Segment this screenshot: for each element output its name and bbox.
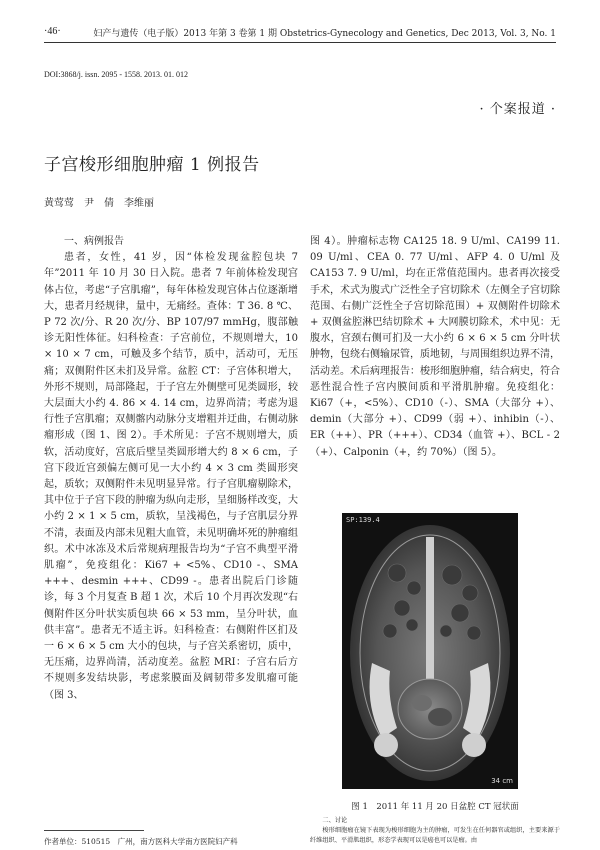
left-column (44, 234, 298, 704)
case-report-paragraph: 患者，女性，41 岁，因“体检发现盆腔包块 7 年”2011 年 10 月 30 日入院。患者 7 年前体检发现宫体占位，考虑“子宫肌瘤”，每年体检发现宫体占位逐渐增大，患者月经规律，量中，无痛经。查体：T 36. 8 ℃、P 72 次/分、R 20 次/分、BP 107/97 mmHg，腹部触诊无阳性体征。妇科检查：子宫前位，不规则增大，10 × 10 × 7 cm，可触及多个结节，质中，活动可，无压痛；双侧附件区未扪及异常。盆腔 CT：子宫体积增大，外形不规则，局部隆起，于子宫左外侧壁可见类圆形，较大层面大小约 4. 86 × 4. 14 cm，边界尚清；考虑为退行性子宫肌瘤；双侧髂内动脉分支增粗并迂曲，右侧动脉瘤形成（图 1、图 2）。手术所见：子宫不规则增大，质软，活动度好，宫底后壁呈类圆形增大约 8 × 6 cm，子宫下段近宫颈偏左侧可见一大小约 4 × 3 cm 类圆形突起，质软；双侧附件未见明显异常。行子宫肌瘤剔除术，其中位于子宫下段的肿瘤为纵向走形，呈细肠样改变，大小约 2 × 1 × 5 cm，质软，呈浅褐色，与子宫肌层分界不清，表面及内部未见粗大血管，未见明确坏死的肿瘤组织。术中冰冻及术后常规病理报告均为“子宫不典型平滑肌瘤”，免疫组化：Ki67 + <5%、CD10 -、SMA +++、desmin +++、CD99 -。患者出院后门诊随诊，每 3 个月复查 B 超 1 次，术后 10 个月再次发现“右侧附件区分叶状实质包块 66 × 53 mm，呈分叶状，血供丰富”。患者无不适主诉。妇科检查：右侧附件区扪及一 6 × 6 × 5 cm 大小的包块，与子宫关系密切，质中，无压痛，边界尚清，活动度差。盆腔 MRI：子宫右后方不规则多发结块影，考虑浆膜面及阔韧带多发肌瘤可能（图 3、 (44, 252, 298, 701)
ct-scan-image (342, 513, 518, 789)
case-report-continuation: 图 4）。肿瘤标志物 CA125 18. 9 U/ml、CA199 11. 09 U/ml、CEA 0. 77 U/ml、AFP 4. 0 U/ml 及 CA153 7. 9 U/ml，均在正常值范围内。患者再次接受手术，术式为腹式广泛性全子宫切除术（左侧全子宫切除范围、右侧广泛性全子宫切除范围）+ 双侧附件切除术 + 双侧盆腔淋巴结切除术 + 大网膜切除术，术中见：无腹水，宫颈右侧可扪及一大小约 6 × 6 × 5 cm 分叶状肿物，包绕右侧输尿管，质地韧，与周围组织边界不清，活动差。术后病理报告：梭形细胞肿瘤，结合病史，符合恶性混合性子宫内膜间质和平滑肌肿瘤。免疫组化：Ki67（+，<5%）、CD10（-）、SMA（大部分 +）、demin（大部分 +）、CD99（弱 +）、inhibin（-）、ER（++）、PR（+++）、CD34（血管 +）、BCL - 2（+）、Calponin（+，约 70%）（图 5）。 (310, 236, 560, 458)
ct-sp-label: SP:139.4 (346, 516, 380, 524)
author-affiliation: 作者单位：510515 广州，南方医科大学南方医院妇产科 (44, 837, 238, 846)
header-rule (44, 42, 556, 43)
discussion-section (310, 816, 560, 846)
section-heading-discussion: 二、讨论 (322, 817, 348, 824)
figure-ct-scan (342, 513, 518, 789)
footnote-rule (44, 830, 144, 831)
running-header (44, 24, 556, 40)
right-column (310, 234, 560, 461)
doi: DOI:3868/j. issn. 2095 - 1558. 2013. 01. 012 (44, 70, 188, 79)
journal-citation: 妇产与遗传（电子版）2013 年第 3 卷第 1 期 Obstetrics-Gynecology and Genetics, Dec 2013, Vol. 3, No. 1 (93, 29, 556, 39)
authors: 黄莺莺 尹 倩 李维丽 (44, 198, 154, 209)
page-number: ·46· (44, 26, 61, 37)
figure-caption: 图 1 2011 年 11 月 20 日盆腔 CT 冠状面 (351, 802, 519, 812)
article-title: 子宫梭形细胞肿瘤 1 例报告 (44, 155, 260, 175)
section-heading-case-report: 一、病例报告 (64, 236, 124, 247)
discussion-paragraph: 梭形细胞瘤在镜下表现为梭形细胞为主的肿瘤，可发生在任何器官或组织，主要来源于纤维组织、平滑肌组织，形态学表现可以是癌也可以是瘤。由 (310, 826, 560, 844)
section-tag: · 个案报道 · (479, 102, 556, 117)
ct-scale-label: 34 cm (491, 777, 513, 785)
